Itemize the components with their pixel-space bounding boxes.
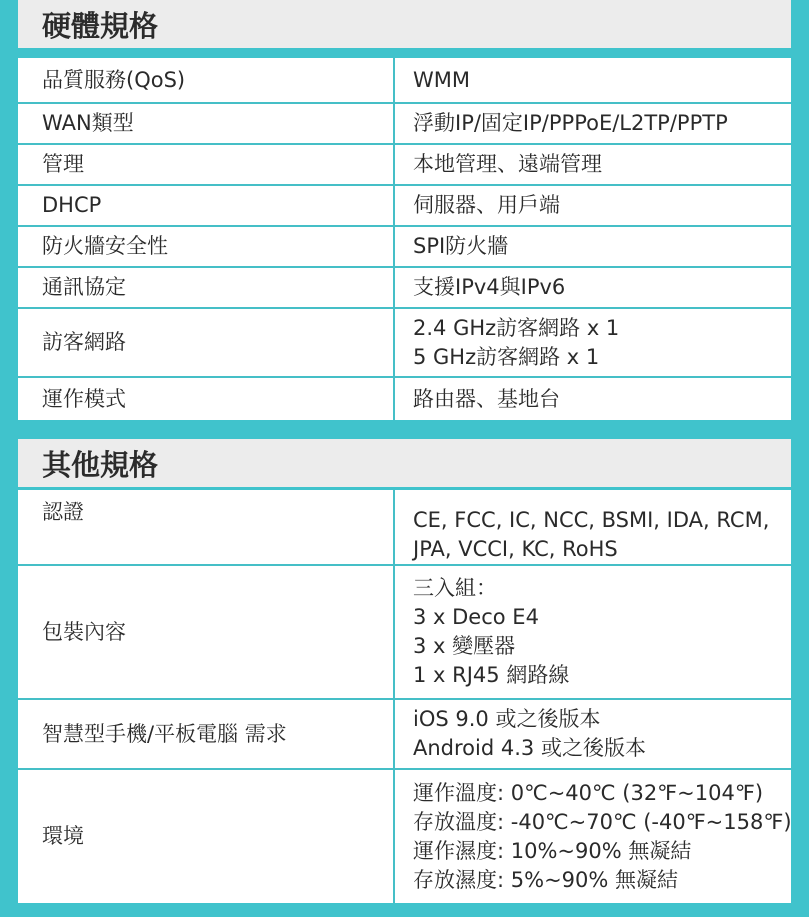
value-line: 運作濕度: 10%~90% 無凝結: [413, 838, 692, 863]
table-row: [18, 226, 791, 267]
row-label: 訪客網路: [18, 308, 394, 377]
table-row: [18, 103, 791, 144]
table-row: [18, 377, 791, 420]
row-value: [394, 267, 791, 308]
row-value: [394, 699, 791, 769]
row-value: [394, 144, 791, 185]
value-line: 5 GHz訪客網路 x 1: [413, 344, 600, 369]
value-line: CE, FCC, IC, NCC, BSMI, IDA, RCM,: [413, 508, 770, 532]
table-row: [18, 769, 791, 903]
value-line: 1 x RJ45 網路線: [413, 663, 570, 687]
row-value: [394, 769, 791, 903]
row-value: [394, 103, 791, 144]
value-line: SPI防火牆: [413, 234, 509, 258]
table-row: [18, 58, 791, 103]
row-value: [394, 226, 791, 267]
value-line: 本地管理、遠端管理: [413, 152, 602, 176]
table-row: [18, 267, 791, 308]
row-label: 通訊協定: [18, 267, 394, 308]
table-row: [18, 185, 791, 226]
value-line: 2.4 GHz訪客網路 x 1: [413, 315, 620, 340]
row-label: 智慧型手機/平板電腦 需求: [18, 699, 394, 769]
value-line: 3 x 變壓器: [413, 634, 516, 658]
row-label: 運作模式: [18, 377, 394, 420]
value-line: 3 x Deco E4: [413, 605, 539, 629]
row-label: 防火牆安全性: [18, 226, 394, 267]
table-row: [18, 308, 791, 377]
row-label: DHCP: [18, 185, 394, 226]
row-label: 環境: [18, 769, 394, 903]
row-label: WAN類型: [18, 103, 394, 144]
value-line: 三入組：: [413, 576, 497, 600]
value-line: 支援IPv4與IPv6: [413, 275, 566, 299]
table-row: [18, 565, 791, 699]
row-label: 品質服務(QoS): [18, 58, 394, 103]
value-line: iOS 9.0 或之後版本: [413, 707, 601, 731]
row-value: [394, 308, 791, 377]
hardware-specs-table: [18, 58, 791, 420]
value-line: JPA, VCCI, KC, RoHS: [413, 537, 618, 561]
value-line: WMM: [413, 67, 471, 92]
row-value: [394, 377, 791, 420]
value-line: 存放濕度: 5%~90% 無凝結: [413, 867, 679, 892]
value-line: 路由器、基地台: [413, 386, 560, 411]
other-specs-table: [18, 490, 791, 903]
value-line: 浮動IP/固定IP/PPPoE/L2TP/PPTP: [413, 111, 728, 135]
value-line: 運作溫度: 0℃~40℃ (32℉~104℉): [413, 780, 764, 805]
table-row: [18, 490, 791, 565]
row-value: [394, 185, 791, 226]
value-line: Android 4.3 或之後版本: [413, 736, 646, 760]
row-label: 包裝內容: [18, 565, 394, 699]
row-value: [394, 490, 791, 565]
row-label: 管理: [18, 144, 394, 185]
row-value: [394, 58, 791, 103]
table-row: [18, 699, 791, 769]
other-specs-title: 其他規格: [18, 439, 791, 487]
row-label: 認證: [18, 490, 394, 565]
row-value: [394, 565, 791, 699]
hardware-specs-title: 硬體規格: [18, 0, 791, 48]
table-row: [18, 144, 791, 185]
value-line: 存放溫度: -40℃~70℃ (-40℉~158℉): [413, 809, 792, 834]
value-line: 伺服器、用戶端: [413, 193, 560, 217]
